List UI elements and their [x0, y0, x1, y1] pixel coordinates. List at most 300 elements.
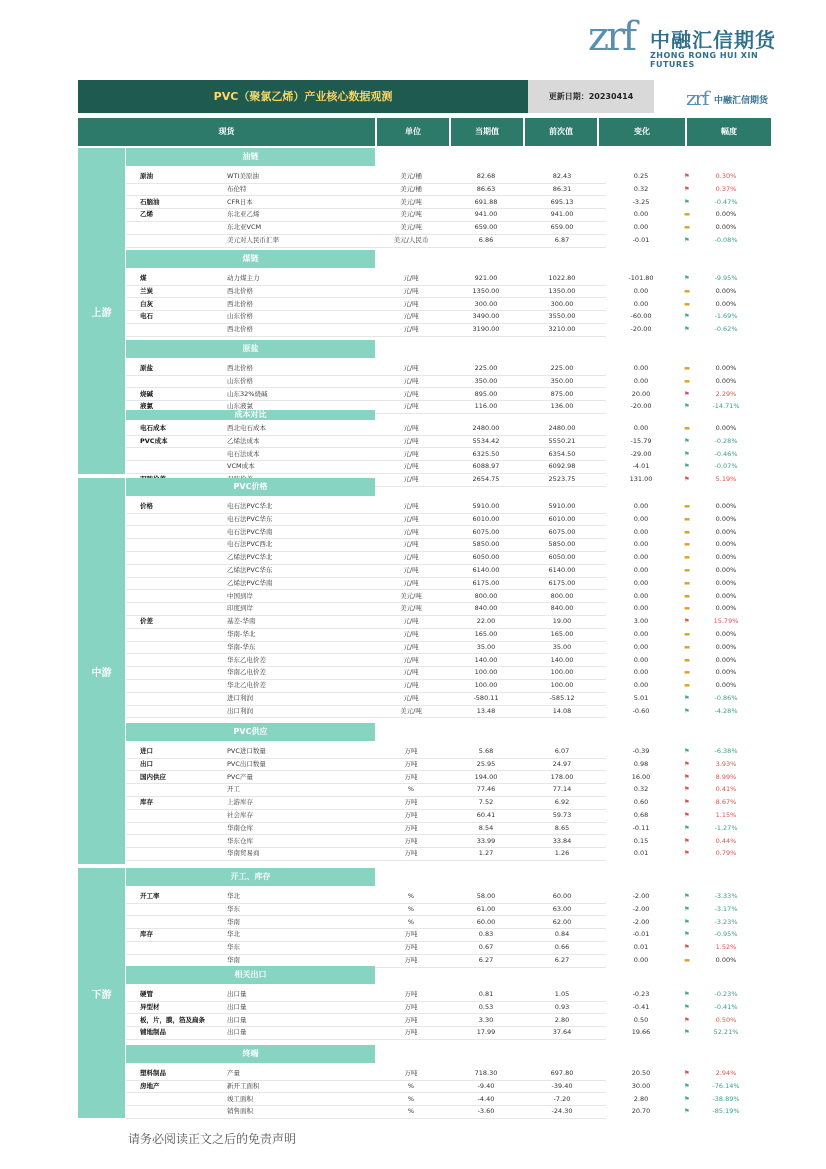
row-item: 电石法成本: [227, 449, 260, 458]
row-pct: 5.19%: [715, 475, 737, 484]
row-unit: 元/吨: [403, 694, 419, 702]
row-unit: 万吨: [404, 1069, 418, 1077]
table-row: [126, 758, 771, 771]
row-pct: 15.79%: [713, 617, 739, 626]
row-current: 5534.42: [472, 436, 500, 445]
row-pct: 0.00%: [715, 527, 737, 536]
row-previous: 6.87: [554, 236, 570, 244]
flat-indicator-icon: ▬: [684, 566, 691, 574]
down-flag-icon: ⚑: [684, 892, 690, 900]
up-flag-icon: ⚑: [684, 759, 690, 768]
row-item: 社会库存: [227, 811, 253, 819]
row-current: 691.88: [474, 197, 498, 206]
row-pct: 0.00%: [715, 578, 737, 587]
row-change: 0.00: [633, 286, 649, 295]
row-item: 新开工面积: [227, 1081, 260, 1090]
row-previous: 82.43: [552, 172, 572, 180]
row-previous: 24.97: [552, 759, 572, 768]
row-pct: 0.00%: [715, 553, 737, 562]
row-unit: 元/吨: [403, 436, 419, 445]
table-row: [126, 847, 771, 860]
row-current: 5910.00: [472, 502, 500, 510]
row-change: 0.00: [633, 566, 649, 574]
row-change: -15.79: [630, 436, 652, 445]
row-previous: 2523.75: [548, 475, 576, 484]
row-unit: 元/吨: [403, 630, 419, 638]
row-current: -4.40: [477, 1094, 495, 1103]
down-flag-icon: ⚑: [684, 747, 690, 755]
table-row: [126, 538, 771, 551]
row-change: 2.80: [633, 1094, 649, 1103]
row-unit: 万吨: [404, 930, 418, 939]
row-unit: 元/吨: [403, 578, 419, 587]
row-pct: 8.99%: [715, 772, 737, 781]
row-pct: -0.95%: [714, 930, 738, 939]
table-row: [126, 234, 771, 247]
table-row: [126, 1001, 771, 1014]
row-unit: 万吨: [404, 956, 418, 964]
row-current: 6088.97: [472, 462, 500, 471]
segment-midstream: 中游: [78, 478, 125, 864]
row-current: 82.68: [476, 172, 496, 180]
row-unit: 元/吨: [403, 617, 419, 626]
row-category: 库存: [140, 798, 153, 807]
row-item: 电石法PVC华南: [227, 527, 273, 536]
table-row: [126, 590, 771, 603]
row-pct: 0.00%: [715, 668, 737, 677]
row-previous: 941.00: [550, 210, 574, 219]
row-unit: 元/吨: [403, 364, 419, 372]
row-change: 0.00: [633, 604, 649, 613]
row-item: 乙烯法PVC华南: [227, 578, 273, 587]
row-current: 3190.00: [472, 325, 500, 334]
down-flag-icon: ⚑: [684, 402, 690, 411]
row-previous: 5910.00: [548, 502, 576, 510]
row-item: 华东仓库: [227, 836, 253, 845]
row-previous: 59.73: [552, 811, 572, 819]
flat-indicator-icon: ▬: [684, 655, 691, 664]
table-row: [126, 448, 771, 461]
row-current: 13.48: [476, 706, 496, 715]
row-change: 0.00: [633, 514, 649, 523]
table-row: [126, 285, 771, 298]
row-change: 0.00: [633, 540, 649, 549]
section-title: 煤链: [126, 250, 375, 268]
row-pct: 0.37%: [715, 184, 737, 193]
row-category: 铺地制品: [140, 1028, 166, 1037]
table-row: [126, 513, 771, 526]
table-row: [126, 460, 771, 473]
row-change: 5.01: [633, 694, 649, 702]
down-flag-icon: ⚑: [684, 325, 690, 334]
section-title: PVC价格: [126, 478, 375, 496]
row-category: 电石: [140, 312, 153, 321]
row-divider: [126, 717, 606, 718]
down-flag-icon: ⚑: [684, 1081, 690, 1090]
row-current: 840.00: [474, 604, 498, 613]
row-change: 131.00: [629, 475, 653, 484]
row-change: 19.66: [631, 1028, 651, 1037]
row-current: 17.99: [476, 1028, 496, 1037]
row-change: 0.00: [633, 668, 649, 677]
table-row: [126, 564, 771, 577]
row-item: 出口利润: [227, 706, 253, 715]
row-pct: 8.67%: [715, 798, 737, 807]
row-item: 华南乙电价差: [227, 668, 266, 677]
flat-indicator-icon: ▬: [684, 540, 691, 549]
row-previous: 2.80: [554, 1015, 570, 1024]
row-unit: 美元/桶: [400, 184, 422, 193]
row-unit: %: [407, 904, 415, 913]
table-row: [126, 1014, 771, 1027]
row-category: 国内供应: [140, 772, 166, 781]
logo-name-cn: 中融汇信期货: [650, 28, 776, 52]
row-unit: 万吨: [404, 1028, 418, 1037]
header-logo-name: 中融汇信期货: [714, 96, 769, 106]
table-row: [126, 272, 771, 285]
row-unit: 元/吨: [403, 462, 419, 471]
row-pct: -0.62%: [714, 325, 738, 334]
down-flag-icon: ⚑: [684, 312, 690, 321]
row-item: 山东价格: [227, 376, 253, 385]
flat-indicator-icon: ▬: [684, 223, 691, 232]
row-previous: 0.84: [554, 930, 570, 939]
row-previous: 5850.00: [548, 540, 576, 549]
table-row: [126, 375, 771, 388]
row-category: 液氯: [140, 402, 153, 411]
up-flag-icon: ⚑: [684, 798, 690, 807]
table-row: [126, 941, 771, 954]
row-previous: 100.00: [550, 681, 574, 690]
row-pct: 0.00%: [715, 514, 737, 523]
row-item: 电石法PVC西北: [227, 540, 273, 549]
row-category: 进口: [140, 747, 153, 755]
row-change: 0.00: [633, 630, 649, 638]
header-logo-mark: zrf: [686, 86, 708, 110]
section-title: PVC供应: [126, 723, 375, 741]
row-item: 华东: [227, 943, 240, 952]
row-change: -0.01: [632, 930, 650, 939]
row-item: PVC出口数量: [227, 759, 266, 768]
section-title: 原盐: [126, 340, 375, 358]
row-change: 0.25: [633, 172, 649, 180]
row-change: 0.01: [633, 849, 649, 858]
section-title: 油链: [126, 148, 375, 166]
row-current: 60.41: [476, 811, 496, 819]
row-item: 乙烯法PVC华东: [227, 566, 273, 574]
row-current: 35.00: [476, 642, 496, 651]
row-unit: %: [407, 1094, 415, 1103]
up-flag-icon: ⚑: [684, 943, 690, 952]
row-current: 0.53: [478, 1002, 494, 1011]
row-item: 乙烯法PVC华北: [227, 553, 273, 562]
row-change: 0.50: [633, 1015, 649, 1024]
table-row: [126, 771, 771, 784]
up-flag-icon: ⚑: [684, 772, 690, 781]
row-category: 煤: [140, 274, 147, 282]
flat-indicator-icon: ▬: [684, 502, 691, 510]
row-previous: 2480.00: [548, 424, 576, 432]
row-item: 动力煤主力: [227, 274, 260, 282]
row-change: 0.01: [633, 943, 649, 952]
row-current: 895.00: [474, 389, 498, 398]
disclaimer-note: 请务必阅读正文之后的免责声明: [128, 1132, 297, 1146]
row-current: 6325.50: [472, 449, 500, 458]
row-item: WTI美原油: [227, 172, 259, 180]
down-flag-icon: ⚑: [684, 904, 690, 913]
row-item: 上游库存: [227, 798, 253, 807]
row-pct: 0.00%: [715, 376, 737, 385]
row-pct: 0.00%: [715, 642, 737, 651]
row-unit: 元/吨: [403, 668, 419, 677]
row-unit: 万吨: [404, 823, 418, 832]
row-current: 800.00: [474, 591, 498, 600]
up-flag-icon: ⚑: [684, 184, 690, 193]
row-pct: 1.15%: [715, 811, 737, 819]
section-title: 相关出口: [126, 966, 375, 984]
row-previous: 225.00: [550, 364, 574, 372]
row-item: 山东价格: [227, 312, 253, 321]
row-unit: 万吨: [404, 849, 418, 858]
row-previous: 300.00: [550, 299, 574, 308]
row-pct: -0.28%: [714, 436, 738, 445]
row-current: 225.00: [474, 364, 498, 372]
row-current: 5.68: [478, 747, 494, 755]
row-current: 921.00: [474, 274, 498, 282]
down-flag-icon: ⚑: [684, 706, 690, 715]
row-item: 电石法PVC华东: [227, 514, 273, 523]
up-flag-icon: ⚑: [684, 1069, 690, 1077]
row-unit: 万吨: [404, 1002, 418, 1011]
row-change: 0.00: [633, 655, 649, 664]
row-item: PVC进口数量: [227, 747, 266, 755]
row-unit: 元/吨: [403, 514, 419, 523]
row-divider: [126, 1039, 606, 1040]
row-pct: 0.00%: [715, 210, 737, 219]
row-item: 西北价格: [227, 286, 253, 295]
row-pct: 0.00%: [715, 286, 737, 295]
row-pct: 0.00%: [715, 424, 737, 432]
row-category: 异型材: [140, 1002, 160, 1011]
row-previous: 35.00: [552, 642, 572, 651]
row-item: 出口量: [227, 1028, 247, 1037]
row-current: 165.00: [474, 630, 498, 638]
up-flag-icon: ⚑: [684, 849, 690, 858]
col-change: 变化: [599, 118, 685, 146]
row-unit: 美元/吨: [400, 197, 422, 206]
row-change: -0.39: [632, 747, 650, 755]
table-row: [126, 928, 771, 941]
row-current: 22.00: [476, 617, 496, 626]
row-previous: 5550.21: [548, 436, 576, 445]
row-item: 华北乙电价差: [227, 681, 266, 690]
row-category: 白灰: [140, 299, 153, 308]
row-category: 板，片，膜，箔及扁条: [140, 1015, 205, 1024]
row-unit: 元/吨: [403, 540, 419, 549]
row-previous: 140.00: [550, 655, 574, 664]
up-flag-icon: ⚑: [684, 389, 690, 398]
table-row: [126, 298, 771, 311]
segment-downstream: 下游: [78, 868, 125, 1118]
row-change: 0.15: [633, 836, 649, 845]
flat-indicator-icon: ▬: [684, 604, 691, 613]
company-logo: [588, 14, 778, 69]
row-current: 718.30: [474, 1069, 498, 1077]
row-current: 0.67: [478, 943, 494, 952]
row-item: 华南: [227, 917, 240, 926]
col-unit: 单位: [377, 118, 449, 146]
row-item: VCM成本: [227, 462, 255, 471]
row-unit: 万吨: [404, 836, 418, 845]
row-category: 塑料制品: [140, 1069, 166, 1077]
flat-indicator-icon: ▬: [684, 578, 691, 587]
row-unit: 美元/人民币: [393, 236, 429, 244]
flat-indicator-icon: ▬: [684, 553, 691, 562]
row-change: 0.00: [633, 553, 649, 562]
flat-indicator-icon: ▬: [684, 591, 691, 600]
table-row: [126, 654, 771, 667]
row-previous: 1022.80: [548, 274, 576, 282]
row-change: 0.00: [633, 578, 649, 587]
row-item: 华南贸易商: [227, 849, 260, 858]
table-row: [126, 221, 771, 234]
row-unit: 美元/吨: [400, 210, 422, 219]
row-current: 1.27: [478, 849, 494, 858]
flat-indicator-icon: ▬: [684, 364, 691, 372]
table-row: [126, 679, 771, 692]
row-previous: 62.00: [552, 917, 572, 926]
row-divider: [126, 247, 606, 248]
row-previous: 840.00: [550, 604, 574, 613]
row-previous: 6050.00: [548, 553, 576, 562]
row-current: 1350.00: [472, 286, 500, 295]
row-unit: 万吨: [404, 990, 418, 998]
flat-indicator-icon: ▬: [684, 299, 691, 308]
row-item: 进口利润: [227, 694, 253, 702]
flat-indicator-icon: ▬: [684, 424, 691, 432]
row-current: 100.00: [474, 681, 498, 690]
row-previous: -7.20: [553, 1094, 571, 1103]
section-title: 终端: [126, 1045, 375, 1063]
up-flag-icon: ⚑: [684, 1015, 690, 1024]
row-item: 华南-华东: [227, 642, 256, 651]
row-previous: 33.84: [552, 836, 572, 845]
row-pct: 0.00%: [715, 655, 737, 664]
row-change: 0.00: [633, 299, 649, 308]
row-change: 0.00: [633, 364, 649, 372]
row-unit: %: [407, 892, 415, 900]
row-change: 0.00: [633, 642, 649, 651]
row-current: 86.63: [476, 184, 496, 193]
flat-indicator-icon: ▬: [684, 514, 691, 523]
table-row: [126, 551, 771, 564]
row-category: 硬管: [140, 990, 153, 998]
row-unit: 美元/桶: [400, 172, 422, 180]
row-current: 60.00: [476, 917, 496, 926]
row-previous: 37.64: [552, 1028, 572, 1037]
row-previous: 875.00: [550, 389, 574, 398]
row-pct: -0.86%: [714, 694, 738, 702]
row-previous: 6140.00: [548, 566, 576, 574]
row-previous: 350.00: [550, 376, 574, 385]
row-pct: -1.27%: [714, 823, 738, 832]
flat-indicator-icon: ▬: [684, 642, 691, 651]
row-unit: 万吨: [404, 772, 418, 781]
row-change: 0.00: [633, 681, 649, 690]
table-row: [126, 666, 771, 679]
row-category: 价格: [140, 502, 153, 510]
row-change: -0.23: [632, 990, 650, 998]
row-item: 西北价格: [227, 364, 253, 372]
row-previous: -585.12: [549, 694, 575, 702]
row-change: -0.41: [632, 1002, 650, 1011]
row-item: PVC产量: [227, 772, 253, 781]
row-pct: -3.23%: [714, 917, 738, 926]
row-change: 0.00: [633, 210, 649, 219]
table-row: [126, 208, 771, 221]
row-pct: 0.50%: [715, 1015, 737, 1024]
row-category: 石脑油: [140, 197, 160, 206]
table-row: [126, 822, 771, 835]
row-change: 0.00: [633, 956, 649, 964]
row-change: -101.80: [628, 274, 654, 282]
row-previous: -24.30: [551, 1107, 573, 1116]
row-unit: 美元/吨: [400, 591, 422, 600]
row-category: 房地产: [140, 1081, 160, 1090]
row-previous: 63.00: [552, 904, 572, 913]
row-pct: -1.69%: [714, 312, 738, 321]
flat-indicator-icon: ▬: [684, 956, 691, 964]
row-previous: 1.05: [554, 990, 570, 998]
row-item: 华南-华北: [227, 630, 256, 638]
row-change: 20.00: [631, 389, 651, 398]
up-flag-icon: ⚑: [684, 811, 690, 819]
down-flag-icon: ⚑: [684, 930, 690, 939]
row-previous: 19.00: [552, 617, 572, 626]
row-current: 6.86: [478, 236, 494, 244]
row-item: 出口量: [227, 1002, 247, 1011]
row-category: PVC成本: [140, 436, 168, 445]
row-change: -60.00: [630, 312, 652, 321]
row-item: 电石法PVC华北: [227, 502, 273, 510]
segment-upstream: 上游: [78, 148, 125, 474]
row-unit: 美元/吨: [400, 706, 422, 715]
row-change: 20.70: [631, 1107, 651, 1116]
row-current: 194.00: [474, 772, 498, 781]
row-pct: 3.93%: [715, 759, 737, 768]
col-current: 当期值: [451, 118, 523, 146]
report-title: PVC（聚氯乙烯）产业核心数据观测: [78, 80, 528, 113]
table-row: [126, 809, 771, 822]
table-row: [126, 435, 771, 448]
row-unit: 万吨: [404, 759, 418, 768]
row-current: -9.40: [477, 1081, 495, 1090]
row-previous: 6.07: [554, 747, 570, 755]
col-pct: 幅度: [687, 118, 771, 146]
row-item: CFR日本: [227, 197, 253, 206]
row-current: 6075.00: [472, 527, 500, 536]
row-change: 0.00: [633, 376, 649, 385]
row-pct: 0.41%: [715, 785, 737, 794]
down-flag-icon: ⚑: [684, 823, 690, 832]
row-previous: 60.00: [552, 892, 572, 900]
row-item: 华东乙电价差: [227, 655, 266, 664]
row-current: 300.00: [474, 299, 498, 308]
flat-indicator-icon: ▬: [684, 376, 691, 385]
down-flag-icon: ⚑: [684, 197, 690, 206]
row-current: 58.00: [476, 892, 496, 900]
table-row: [126, 183, 771, 196]
